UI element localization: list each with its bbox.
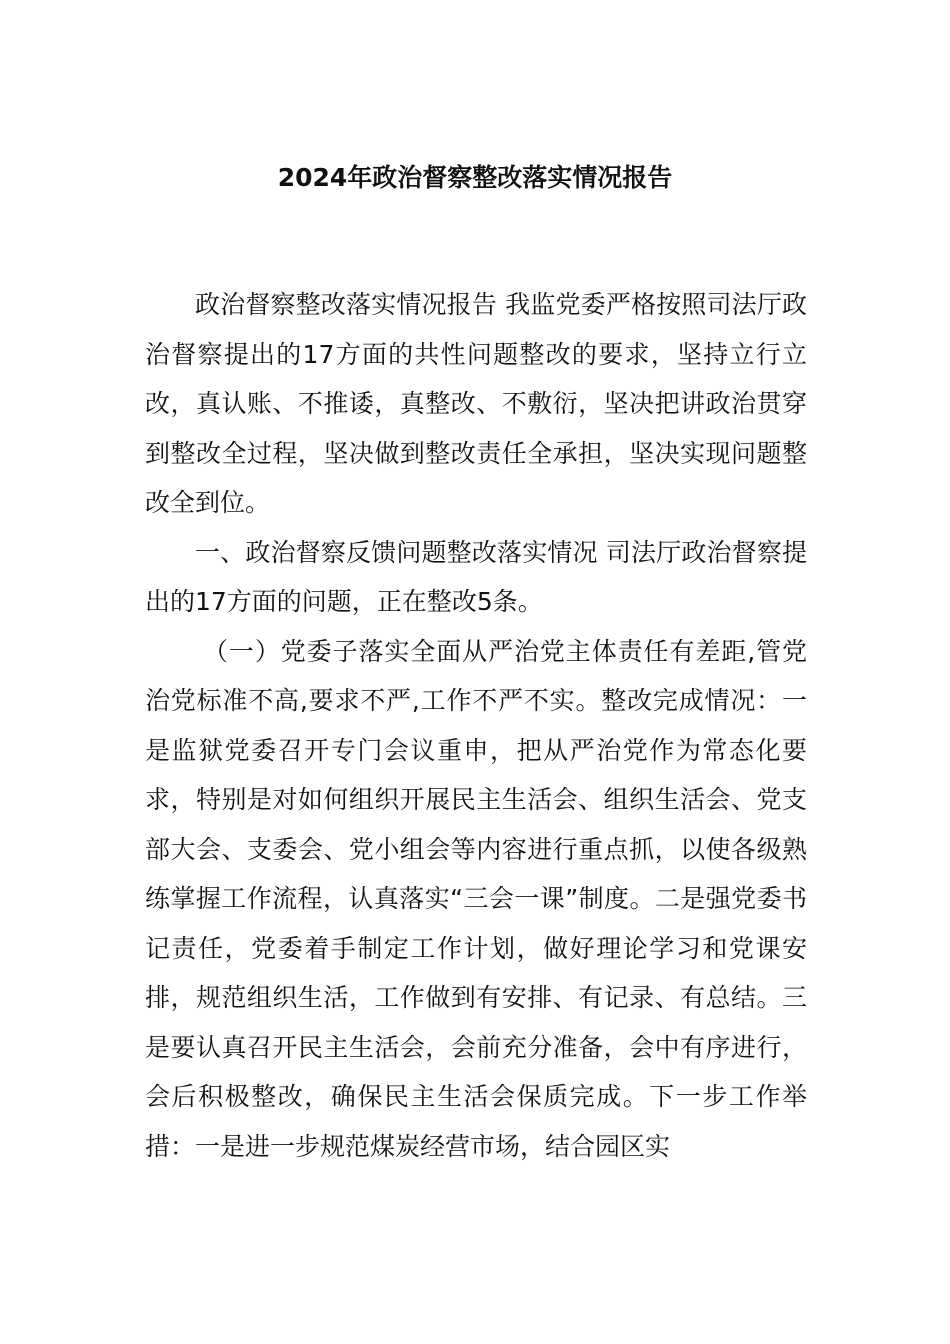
document-body — [145, 280, 807, 1171]
document-title: 2024年政治督察整改落实情况报告 — [277, 163, 673, 192]
paragraph-section-one: 一、政治督察反馈问题整改落实情况 司法厅政治督察提出的17方面的问题，正在整改5条。 — [145, 537, 807, 616]
paragraph-intro: 政治督察整改落实情况报告 我监党委严格按照司法厅政治督察提出的17方面的共性问题整改的要求，坚持立行立改，真认账、不推诿，真整改、不敷衍，坚决把讲政治贯穿到整改全过程，坚决做到整改责任全承担，坚决实现问题整改全到位。 — [145, 290, 807, 517]
paragraph-subsection-one: （一）党委子落实全面从严治党主体责任有差距,管党治党标准不高,要求不严,工作不严不实。整改完成情况：一是监狱党委召开专门会议重申，把从严治党作为常态化要求，特别是对如何组织开展民主生活会、组织生活会、党支部大会、支委会、党小组会等内容进行重点抓，以使各级熟练掌握工作流程，认真落实“三会一课”制度。二是强党委书记责任，党委着手制定工作计划，做好理论学习和党课安排，规范组织生活，工作做到有安排、有记录、有总结。三是要认真召开民主生活会，会前充分准备，会中有序进行，会后积极整改，确保民主生活会保质完成。下一步工作举措：一是进一步规范煤炭经营市场，结合园区实 — [145, 636, 807, 1161]
